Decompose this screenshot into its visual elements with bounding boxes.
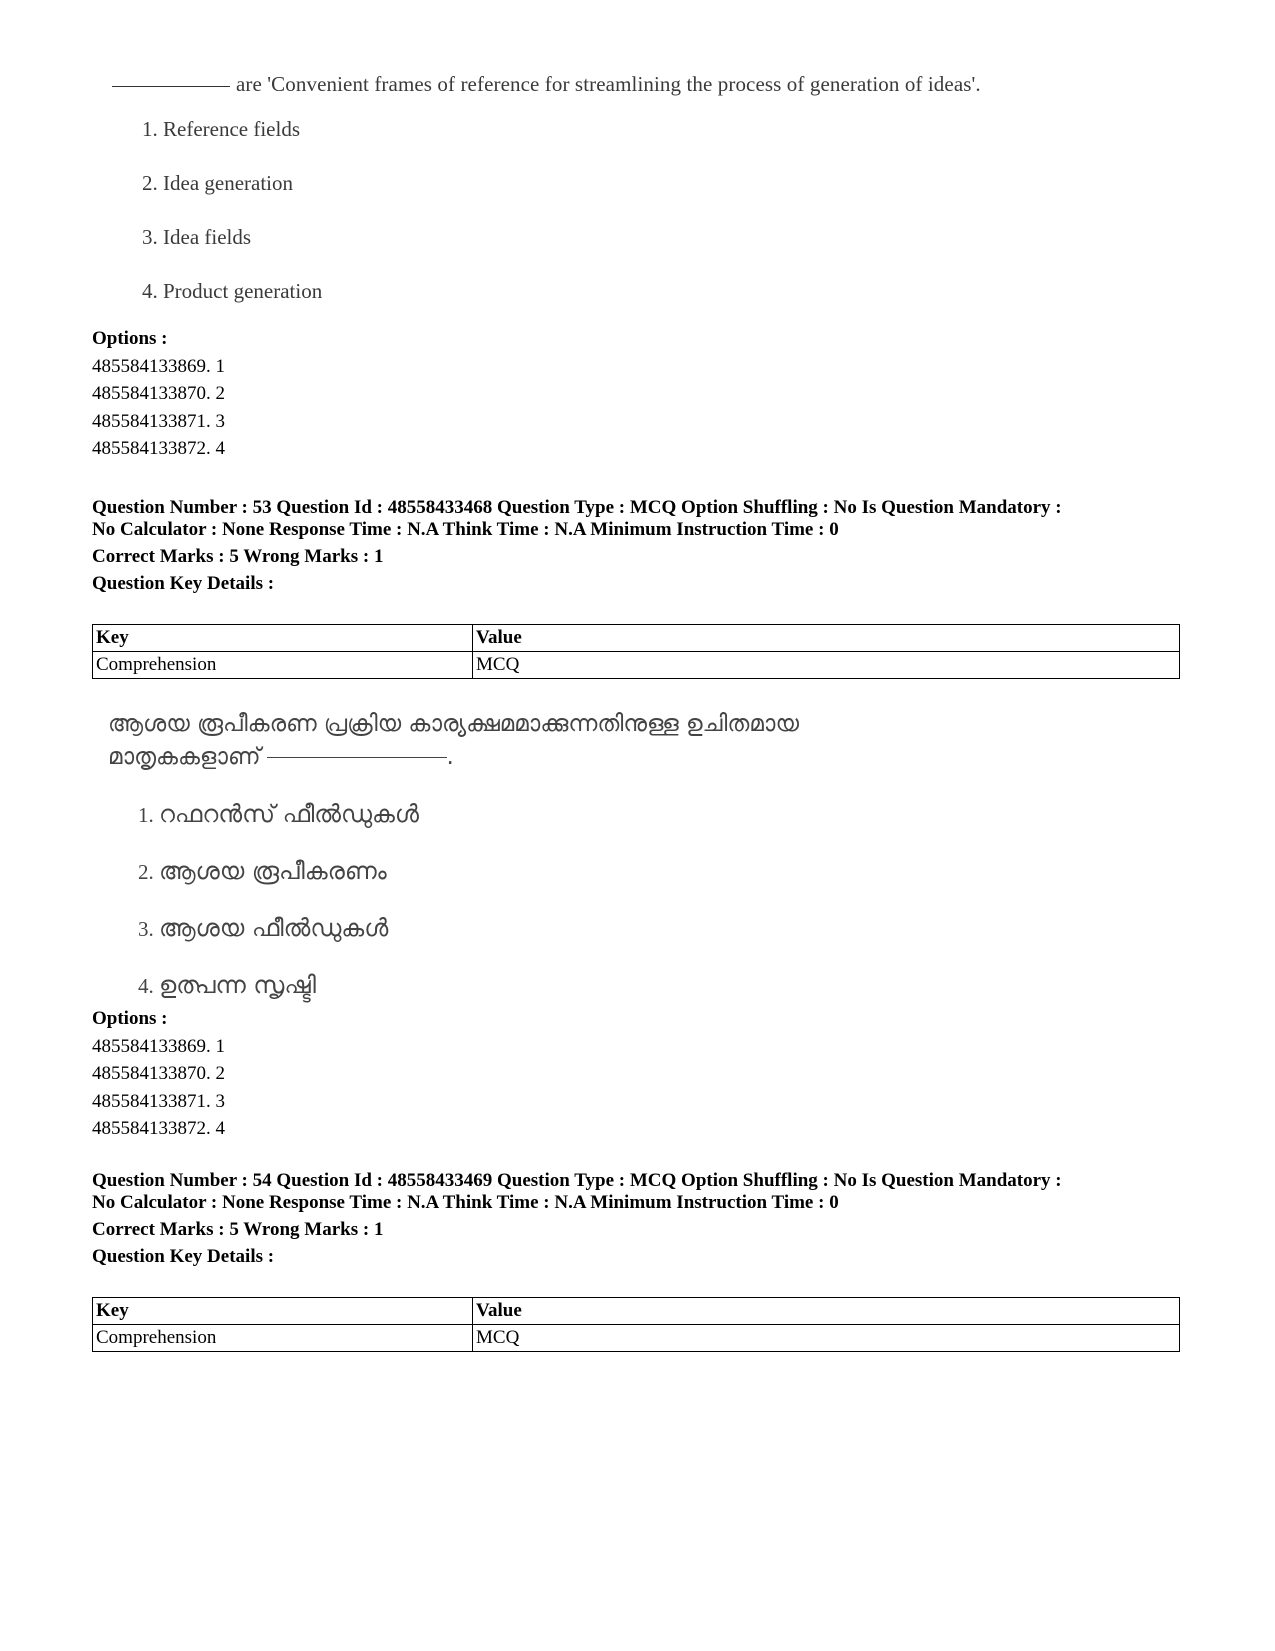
table-cell-key: Comprehension: [93, 652, 473, 679]
fill-blank: [112, 86, 230, 87]
question-stem-text: are 'Convenient frames of reference for streamlining the process of generation of ideas'.: [236, 72, 981, 96]
table-cell-value: MCQ: [473, 1325, 1180, 1352]
table-row: [93, 1325, 1180, 1352]
question-meta-line-1: Question Number : 53 Question Id : 48558433468 Question Type : MCQ Option Shuffling : No Is Question Mandatory :: [92, 497, 1062, 518]
table-cell-value: MCQ: [473, 652, 1180, 679]
question-stem-ml-line-2: മാതൃകകളാണ് .: [108, 744, 454, 770]
fill-blank: [267, 757, 447, 758]
q53-header: [92, 497, 1182, 595]
marks-line: Correct Marks : 5 Wrong Marks : 1: [92, 1219, 384, 1240]
image-option: 2. Idea generation: [142, 171, 294, 195]
image-option: 1. Reference fields: [142, 117, 301, 141]
table-header-key: Key: [93, 625, 473, 652]
question-meta-line-1: Question Number : 54 Question Id : 48558433469 Question Type : MCQ Option Shuffling : No Is Question Mandatory :: [92, 1170, 1062, 1191]
option-id-line: 485584133872. 4: [92, 1118, 225, 1139]
options-label: Options :: [92, 1008, 168, 1029]
question-meta-line-2: No Calculator : None Response Time : N.A Think Time : N.A Minimum Instruction Time : 0: [92, 1192, 839, 1213]
question-stem-ml-text: മാതൃകകളാണ്: [108, 744, 261, 770]
q54-header: [92, 1170, 1182, 1268]
q53-key-table: [92, 624, 1180, 679]
q53-options-block: [92, 1005, 1182, 1143]
question-image-malayalam: [108, 708, 1008, 1024]
table-header-value: Value: [473, 1298, 1180, 1325]
image-option: 2. ആശയ രൂപീകരണം: [138, 857, 387, 885]
option-id-line: 485584133870. 2: [92, 383, 225, 404]
image-option: 4. Product generation: [142, 279, 323, 303]
table-cell-key: Comprehension: [93, 1325, 473, 1352]
q52-options-block: [92, 325, 1182, 463]
image-option: 4. ഉത്പന്ന സൃഷ്ടി: [138, 971, 316, 999]
table-header-row: [93, 625, 1180, 652]
table-row: [93, 652, 1180, 679]
option-id-line: 485584133869. 1: [92, 1035, 225, 1057]
image-option: 3. Idea fields: [142, 225, 252, 249]
table-header-row: [93, 1298, 1180, 1325]
option-id-line: 485584133871. 3: [92, 410, 225, 432]
option-id-line: 485584133869. 1: [92, 355, 225, 377]
option-id-line: 485584133871. 3: [92, 1090, 225, 1112]
image-option-list: [138, 796, 1008, 1024]
question-stem-ml-line-1: ആശയ രൂപീകരണ പ്രക്രിയ കാര്യക്ഷമമാക്കുന്നതിനുള്ള ഉചിതമായ: [108, 711, 799, 737]
option-id-line: 485584133870. 2: [92, 1063, 225, 1084]
image-option: 3. ആശയ ഫീൽഡുകൾ: [138, 914, 389, 942]
key-details-label: Question Key Details :: [92, 573, 275, 594]
marks-line: Correct Marks : 5 Wrong Marks : 1: [92, 546, 384, 567]
question-stem: [112, 72, 1112, 97]
key-details-label: Question Key Details :: [92, 1246, 275, 1267]
question-meta-line-2: No Calculator : None Response Time : N.A Think Time : N.A Minimum Instruction Time : 0: [92, 519, 839, 540]
question-image-english: [112, 72, 1112, 330]
options-label: Options :: [92, 328, 168, 349]
image-option: 1. റഫറൻസ് ഫീൽഡുകൾ: [138, 800, 420, 828]
image-option-list: [142, 114, 1112, 330]
table-header-key: Key: [93, 1298, 473, 1325]
q54-key-table: [92, 1297, 1180, 1352]
option-id-line: 485584133872. 4: [92, 438, 225, 459]
table-header-value: Value: [473, 625, 1180, 652]
